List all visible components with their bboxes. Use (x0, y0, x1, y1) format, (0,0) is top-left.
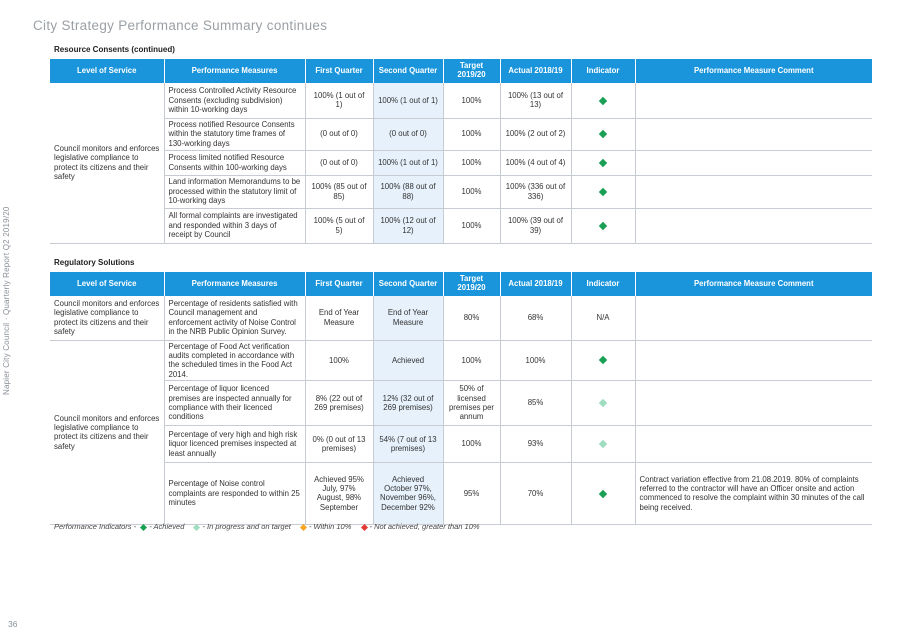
measure-cell: Percentage of liquor licenced premises are inspected annually for compliance with their licenced conditions (164, 380, 305, 425)
q1-cell: 8% (22 out of 269 premises) (305, 380, 373, 425)
header-indicator: Indicator (571, 59, 635, 83)
page-number: 36 (8, 619, 18, 629)
achieved-indicator-icon (599, 96, 607, 104)
header-first-quarter: First Quarter (305, 272, 373, 296)
comment-cell (635, 118, 872, 150)
q1-cell: 0% (0 out of 13 premises) (305, 425, 373, 462)
legend-within-10: - Within 10% (308, 522, 352, 531)
in-progress-diamond-icon (193, 523, 200, 530)
table-row (50, 425, 872, 462)
q1-cell: (0 out of 0) (305, 118, 373, 150)
header-actual: Actual 2018/19 (500, 272, 571, 296)
q2-cell: Achieved October 97%, November 96%, December 92% (373, 462, 443, 524)
header-performance-measures: Performance Measures (164, 59, 305, 83)
q1-cell: 100% (1 out of 1) (305, 83, 373, 118)
comment-cell (635, 296, 872, 340)
table-row (50, 296, 872, 340)
measure-cell: Percentage of Noise control complaints are responded to within 25 minutes (164, 462, 305, 524)
q2-cell: 100% (1 out of 1) (373, 83, 443, 118)
comment-cell (635, 175, 872, 208)
level-of-service-cell: Council monitors and enforces legislative compliance to protect its citizens and their safety (50, 296, 164, 340)
actual-cell: 100% (39 out of 39) (500, 208, 571, 243)
performance-indicator-legend (54, 522, 485, 531)
target-cell: 100% (443, 175, 500, 208)
section-title-resource-consents: Resource Consents (continued) (54, 45, 175, 54)
target-cell: 100% (443, 208, 500, 243)
achieved-indicator-icon (599, 188, 607, 196)
comment-cell: Contract variation effective from 21.08.2019. 80% of complaints referred to the contractor will have an Officer onsite and action commenced to resolve the complaint within 30 minutes of the call being received. (635, 462, 872, 524)
indicator-cell (571, 462, 635, 524)
q2-cell: 100% (1 out of 1) (373, 150, 443, 175)
header-comment: Performance Measure Comment (635, 59, 872, 83)
measure-cell: All formal complaints are investigated and responded within 3 days of receipt by Council (164, 208, 305, 243)
comment-cell (635, 83, 872, 118)
in-progress-indicator-icon (599, 440, 607, 448)
table-row (50, 208, 872, 243)
q2-cell: (0 out of 0) (373, 118, 443, 150)
measure-cell: Percentage of very high and high risk liquor licenced premises inspected at least annually (164, 425, 305, 462)
achieved-indicator-icon (599, 130, 607, 138)
table-header-row (50, 272, 872, 296)
table-row (50, 175, 872, 208)
actual-cell: 85% (500, 380, 571, 425)
table-row (50, 83, 872, 118)
legend-prefix: Performance Indicators - (54, 522, 137, 531)
comment-cell (635, 208, 872, 243)
target-cell: 100% (443, 118, 500, 150)
header-second-quarter: Second Quarter (373, 272, 443, 296)
comment-cell (635, 380, 872, 425)
measure-cell: Process limited notified Resource Consents within 100-working days (164, 150, 305, 175)
q2-cell: End of Year Measure (373, 296, 443, 340)
q2-cell: 12% (32 out of 269 premises) (373, 380, 443, 425)
not-achieved-diamond-icon (360, 523, 367, 530)
actual-cell: 68% (500, 296, 571, 340)
measure-cell: Percentage of residents satisfied with Council management and enforcement activity of Noise Control in the NRB Public Opinion Survey. (164, 296, 305, 340)
legend-not-achieved: - Not achieved, greater than 10% (369, 522, 480, 531)
header-comment: Performance Measure Comment (635, 272, 872, 296)
indicator-cell (571, 380, 635, 425)
indicator-cell: N/A (571, 296, 635, 340)
indicator-cell (571, 175, 635, 208)
header-performance-measures: Performance Measures (164, 272, 305, 296)
achieved-indicator-icon (599, 222, 607, 230)
legend-achieved: - Achieved (149, 522, 185, 531)
comment-cell (635, 425, 872, 462)
table-row (50, 118, 872, 150)
target-cell: 80% (443, 296, 500, 340)
resource-consents-table (50, 59, 872, 244)
actual-cell: 100% (500, 340, 571, 380)
side-footer-text: Napier City Council · Quarterly Report Q2 2019/20 (2, 206, 11, 395)
section-title-regulatory-solutions: Regulatory Solutions (54, 258, 135, 267)
achieved-indicator-icon (599, 356, 607, 364)
achieved-indicator-icon (599, 159, 607, 167)
header-level-of-service: Level of Service (50, 272, 164, 296)
header-second-quarter: Second Quarter (373, 59, 443, 83)
indicator-cell (571, 208, 635, 243)
target-cell: 100% (443, 83, 500, 118)
in-progress-indicator-icon (599, 399, 607, 407)
table-row (50, 150, 872, 175)
legend-in-progress: - In progress and on target (202, 522, 291, 531)
indicator-cell (571, 425, 635, 462)
actual-cell: 100% (4 out of 4) (500, 150, 571, 175)
table-row (50, 380, 872, 425)
measure-cell: Land information Memorandums to be processed within the statutory limit of 10-working days (164, 175, 305, 208)
header-indicator: Indicator (571, 272, 635, 296)
actual-cell: 93% (500, 425, 571, 462)
q2-cell: 100% (88 out of 88) (373, 175, 443, 208)
q1-cell: 100% (305, 340, 373, 380)
indicator-cell (571, 83, 635, 118)
header-first-quarter: First Quarter (305, 59, 373, 83)
indicator-cell (571, 118, 635, 150)
table-row (50, 462, 872, 524)
header-target: Target 2019/20 (443, 59, 500, 83)
within-10-diamond-icon (300, 523, 307, 530)
target-cell: 95% (443, 462, 500, 524)
page-title: City Strategy Performance Summary continues (33, 18, 328, 33)
indicator-cell (571, 150, 635, 175)
measure-cell: Process notified Resource Consents within the statutory time frames of 130-working days (164, 118, 305, 150)
actual-cell: 100% (13 out of 13) (500, 83, 571, 118)
level-of-service-cell: Council monitors and enforces legislative compliance to protect its citizens and their safety (50, 83, 164, 243)
header-actual: Actual 2018/19 (500, 59, 571, 83)
q1-cell: Achieved 95% July, 97% August, 98% September (305, 462, 373, 524)
achieved-diamond-icon (140, 523, 147, 530)
indicator-cell (571, 340, 635, 380)
q2-cell: Achieved (373, 340, 443, 380)
header-level-of-service: Level of Service (50, 59, 164, 83)
achieved-indicator-icon (599, 489, 607, 497)
target-cell: 100% (443, 150, 500, 175)
target-cell: 100% (443, 425, 500, 462)
measure-cell: Process Controlled Activity Resource Consents (excluding subdivision) within 10-working days (164, 83, 305, 118)
table-header-row (50, 59, 872, 83)
actual-cell: 70% (500, 462, 571, 524)
measure-cell: Percentage of Food Act verification audits completed in accordance with the scheduled times in the Food Act 2014. (164, 340, 305, 380)
regulatory-solutions-table (50, 272, 872, 525)
q1-cell: (0 out of 0) (305, 150, 373, 175)
q1-cell: End of Year Measure (305, 296, 373, 340)
comment-cell (635, 150, 872, 175)
q2-cell: 54% (7 out of 13 premises) (373, 425, 443, 462)
actual-cell: 100% (2 out of 2) (500, 118, 571, 150)
q2-cell: 100% (12 out of 12) (373, 208, 443, 243)
target-cell: 50% of licensed premises per annum (443, 380, 500, 425)
level-of-service-cell: Council monitors and enforces legislative compliance to protect its citizens and their safety (50, 340, 164, 524)
actual-cell: 100% (336 out of 336) (500, 175, 571, 208)
q1-cell: 100% (85 out of 85) (305, 175, 373, 208)
header-target: Target 2019/20 (443, 272, 500, 296)
table-row (50, 340, 872, 380)
target-cell: 100% (443, 340, 500, 380)
comment-cell (635, 340, 872, 380)
q1-cell: 100% (5 out of 5) (305, 208, 373, 243)
